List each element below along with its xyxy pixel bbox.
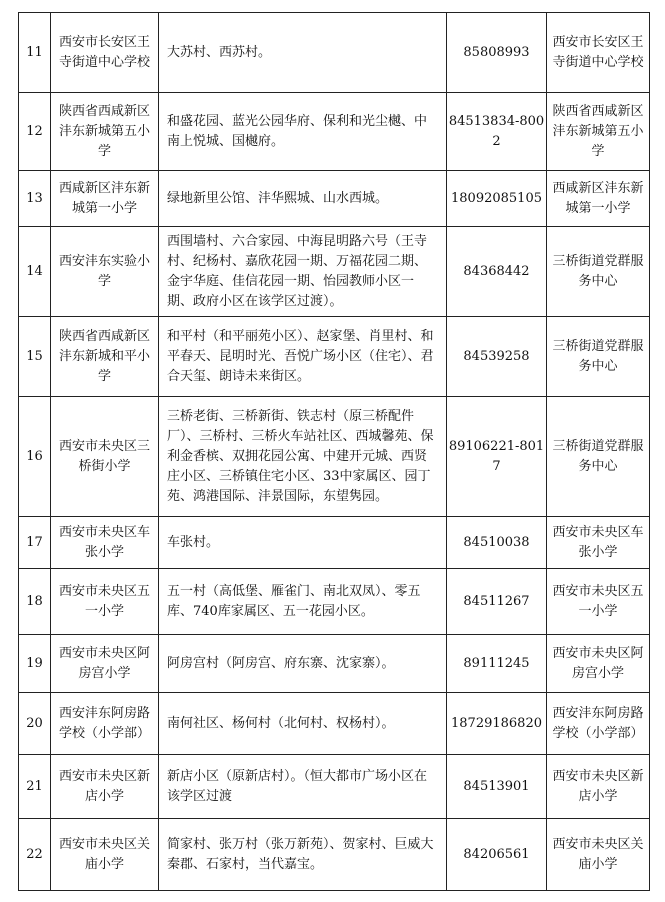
row-number: 17 bbox=[19, 517, 51, 569]
enrollment-area: 大苏村、西苏村。 bbox=[159, 13, 447, 93]
contact-phone: 84539258 bbox=[447, 317, 547, 397]
row-number: 13 bbox=[19, 171, 51, 227]
table-row bbox=[19, 171, 650, 227]
row-number: 12 bbox=[19, 93, 51, 171]
school-name: 陕西省西咸新区沣东新城第五小学 bbox=[51, 93, 159, 171]
contact-phone: 89106221-8017 bbox=[447, 397, 547, 517]
school-name: 西安市长安区王寺街道中心学校 bbox=[51, 13, 159, 93]
consult-office: 陕西省西咸新区沣东新城第五小学 bbox=[547, 93, 650, 171]
table-row bbox=[19, 819, 650, 891]
contact-phone: 84513901 bbox=[447, 755, 547, 819]
school-name: 西安沣东实验小学 bbox=[51, 227, 159, 317]
table-row bbox=[19, 517, 650, 569]
school-name: 西安市未央区车张小学 bbox=[51, 517, 159, 569]
contact-phone: 89111245 bbox=[447, 635, 547, 693]
enrollment-area: 简家村、张万村（张万新苑）、贺家村、巨威大秦郡、石家村，当代嘉宝。 bbox=[159, 819, 447, 891]
school-name: 西安市未央区关庙小学 bbox=[51, 819, 159, 891]
enrollment-area: 新店小区（原新店村）。（恒大都市广场小区在该学区过渡 bbox=[159, 755, 447, 819]
row-number: 22 bbox=[19, 819, 51, 891]
enrollment-area: 和平村（和平丽苑小区）、赵家堡、肖里村、和平春天、昆明时光、吾悦广场小区（住宅）、君合天玺、朗诗未来街区。 bbox=[159, 317, 447, 397]
consult-office: 西咸新区沣东新城第一小学 bbox=[547, 171, 650, 227]
consult-office: 三桥街道党群服务中心 bbox=[547, 317, 650, 397]
table-row bbox=[19, 93, 650, 171]
row-number: 14 bbox=[19, 227, 51, 317]
contact-phone: 85808993 bbox=[447, 13, 547, 93]
school-name: 西安市未央区三桥街小学 bbox=[51, 397, 159, 517]
enrollment-area: 车张村。 bbox=[159, 517, 447, 569]
consult-office: 西安沣东阿房路学校（小学部） bbox=[547, 693, 650, 755]
contact-phone: 84511267 bbox=[447, 569, 547, 635]
row-number: 16 bbox=[19, 397, 51, 517]
school-name: 西安市未央区新店小学 bbox=[51, 755, 159, 819]
consult-office: 西安市未央区五一小学 bbox=[547, 569, 650, 635]
consult-office: 西安市未央区新店小学 bbox=[547, 755, 650, 819]
school-name: 西咸新区沣东新城第一小学 bbox=[51, 171, 159, 227]
school-name: 陕西省西咸新区沣东新城和平小学 bbox=[51, 317, 159, 397]
consult-office: 西安市长安区王寺街道中心学校 bbox=[547, 13, 650, 93]
table-row bbox=[19, 635, 650, 693]
row-number: 19 bbox=[19, 635, 51, 693]
school-name: 西安市未央区阿房宫小学 bbox=[51, 635, 159, 693]
enrollment-area: 三桥老街、三桥新街、铁志村（原三桥配件厂）、三桥村、三桥火车站社区、西城馨苑、保利金香槟、双拥花园公寓、中建开元城、西贤庄小区、三桥镇住宅小区、33中家属区、园丁苑、鸿港国际、沣景国际，东望隽园。 bbox=[159, 397, 447, 517]
consult-office: 西安市未央区关庙小学 bbox=[547, 819, 650, 891]
contact-phone: 84513834-8002 bbox=[447, 93, 547, 171]
contact-phone: 18729186820 bbox=[447, 693, 547, 755]
enrollment-area: 西围墙村、六合家园、中海昆明路六号（王寺村、纪杨村、嘉欣花园一期、万福花园二期、金宇华庭、佳信花园一期、怡园教师小区一期、政府小区在该学区过渡）。 bbox=[159, 227, 447, 317]
consult-office: 西安市未央区车张小学 bbox=[547, 517, 650, 569]
school-district-table bbox=[18, 12, 650, 891]
table-row bbox=[19, 227, 650, 317]
contact-phone: 84368442 bbox=[447, 227, 547, 317]
consult-office: 三桥街道党群服务中心 bbox=[547, 227, 650, 317]
table-row bbox=[19, 317, 650, 397]
row-number: 20 bbox=[19, 693, 51, 755]
table-row bbox=[19, 397, 650, 517]
row-number: 21 bbox=[19, 755, 51, 819]
row-number: 11 bbox=[19, 13, 51, 93]
contact-phone: 84206561 bbox=[447, 819, 547, 891]
consult-office: 三桥街道党群服务中心 bbox=[547, 397, 650, 517]
table-row bbox=[19, 569, 650, 635]
row-number: 18 bbox=[19, 569, 51, 635]
enrollment-area: 阿房宫村（阿房宫、府东寨、沈家寨）。 bbox=[159, 635, 447, 693]
school-name: 西安沣东阿房路学校（小学部） bbox=[51, 693, 159, 755]
row-number: 15 bbox=[19, 317, 51, 397]
enrollment-area: 南何社区、杨何村（北何村、权杨村）。 bbox=[159, 693, 447, 755]
enrollment-area: 五一村（高低堡、雁雀门、南北双凤）、零五库、740库家属区、五一花园小区。 bbox=[159, 569, 447, 635]
school-name: 西安市未央区五一小学 bbox=[51, 569, 159, 635]
table-row bbox=[19, 693, 650, 755]
enrollment-area: 绿地新里公馆、沣华熙城、山水西城。 bbox=[159, 171, 447, 227]
table-row bbox=[19, 755, 650, 819]
contact-phone: 18092085105 bbox=[447, 171, 547, 227]
enrollment-area: 和盛花园、蓝光公园华府、保利和光尘樾、中南上悦城、国樾府。 bbox=[159, 93, 447, 171]
contact-phone: 84510038 bbox=[447, 517, 547, 569]
table-row bbox=[19, 13, 650, 93]
consult-office: 西安市未央区阿房宫小学 bbox=[547, 635, 650, 693]
